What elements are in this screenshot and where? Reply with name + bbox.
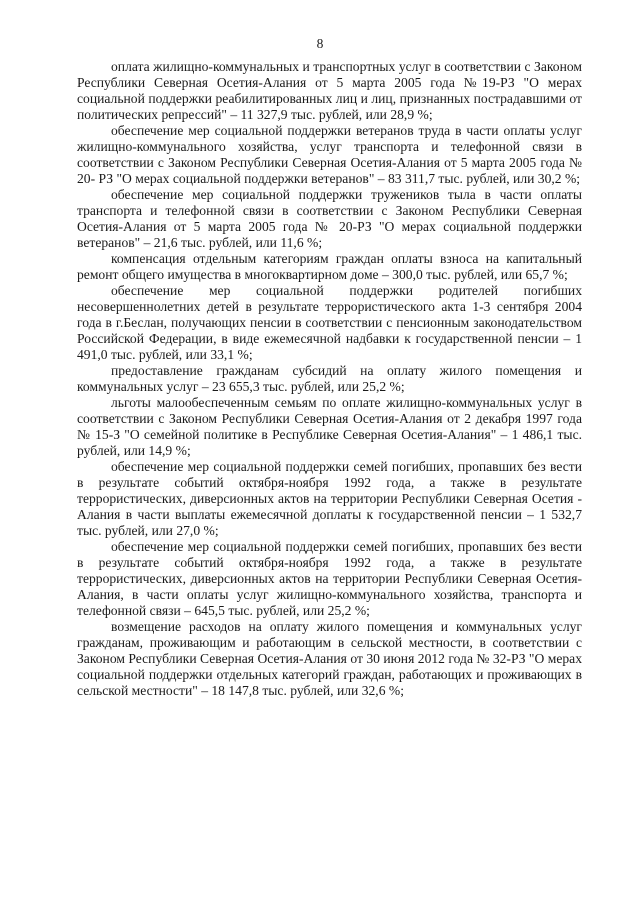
paragraph: возмещение расходов на оплату жилого помещения и коммунальных услуг гражданам, проживающим и работающим в сельской местности, в соответствии с Законом Республики Северная Осетия-Алания от 30 июня 2012 года № 32-РЗ "О мерах социальной поддержки отдельных категорий граждан, работающих и проживающих в сельской местности" – 18 147,8 тыс. рублей, или 32,6 %; (77, 619, 582, 698)
paragraph: компенсация отдельным категориям граждан оплаты взноса на капитальный ремонт общего имущества в многоквартирном доме – 300,0 тыс. рублей, или 65,7 %; (77, 251, 582, 282)
paragraph: предоставление гражданам субсидий на оплату жилого помещения и коммунальных услуг – 23 655,3 тыс. рублей, или 25,2 %; (77, 363, 582, 394)
paragraph: льготы малообеспеченным семьям по оплате жилищно-коммунальных услуг в соответствии с Законом Республики Северная Осетия-Алания от 2 декабря 1997 года № 15-З "О семейной политике в Республике Северная Осетия-Алания" – 1 486,1 тыс. рублей, или 14,9 %; (77, 395, 582, 458)
paragraph: обеспечение мер социальной поддержки родителей погибших несовершеннолетних детей в результате террористического акта 1-3 сентября 2004 года в г.Беслан, получающих пенсии в соответствии с пенсионным законодательством Российской Федерации, в виде ежемесячной надбавки к государственной пенсии – 1 491,0 тыс. рублей, или 33,1 %; (77, 283, 582, 362)
paragraph: обеспечение мер социальной поддержки семей погибших, пропавших без вести в результате событий октября-ноября 1992 года, а также в результате террористических, диверсионных актов на территории Республики Северная Осетия-Алания, в части оплаты услуг жилищно-коммунального хозяйства, транспорта и телефонной связи – 645,5 тыс. рублей, или 25,2 %; (77, 539, 582, 618)
paragraph: обеспечение мер социальной поддержки ветеранов труда в части оплаты услуг жилищно-коммунального хозяйства, услуг транспорта и телефонной связи в соответствии с Законом Республики Северная Осетия-Алания от 5 марта 2005 года № 20- РЗ "О мерах социальной поддержки ветеранов" – 83 311,7 тыс. рублей, или 30,2 %; (77, 123, 582, 186)
paragraph: обеспечение мер социальной поддержки тружеников тыла в части оплаты транспорта и телефонной связи в соответствии с Законом Республики Северная Осетия-Алания от 5 марта 2005 года № 20-РЗ "О мерах социальной поддержки ветеранов" – 21,6 тыс. рублей, или 11,6 %; (77, 187, 582, 250)
page-number: 8 (316, 36, 324, 51)
paragraph: обеспечение мер социальной поддержки семей погибших, пропавших без вести в результате событий октября-ноября 1992 года, а также в результате террористических, диверсионных актов на территории Республики Северная Осетия - Алания в части выплаты ежемесячной доплаты к государственной пенсии – 1 532,7 тыс. рублей, или 27,0 %; (77, 459, 582, 538)
document-body (77, 59, 582, 699)
paragraph: оплата жилищно-коммунальных и транспортных услуг в соответствии с Законом Республики Северная Осетия-Алания от 5 марта 2005 года №19-РЗ "О мерах социальной поддержки реабилитированных лиц и лиц, признанных пострадавшими от политических репрессий" – 11 327,9 тыс. рублей, или 28,9 %; (77, 59, 582, 122)
